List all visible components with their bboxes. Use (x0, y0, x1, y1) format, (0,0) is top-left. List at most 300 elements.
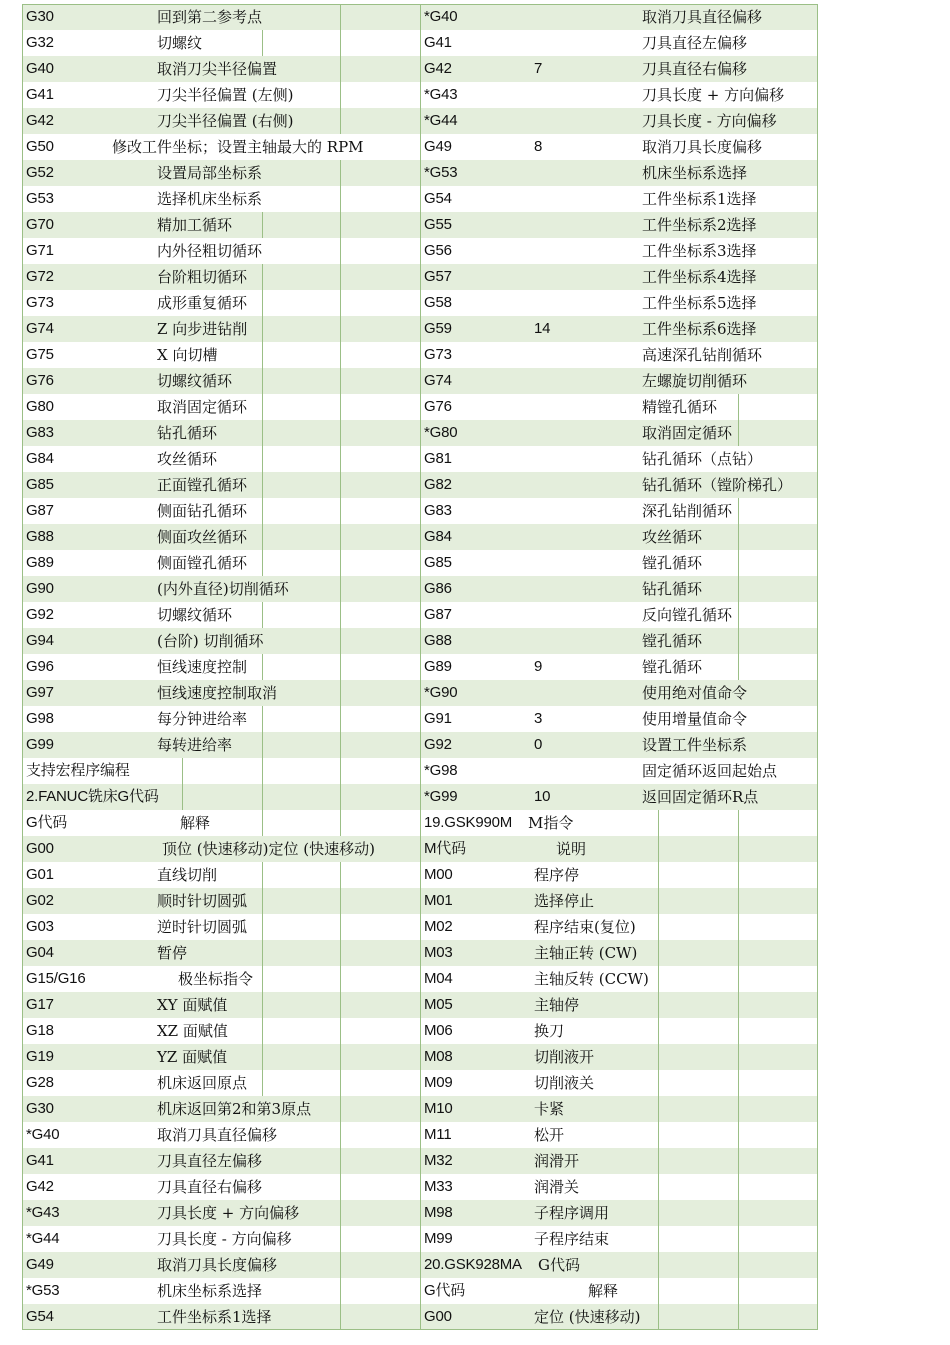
grid-line (420, 732, 421, 758)
grid-line (340, 1044, 341, 1070)
right-description: 镗孔循环 (642, 658, 703, 676)
left-description: 内外径粗切循环 (157, 242, 263, 260)
table-row (22, 446, 818, 472)
table-row (22, 784, 818, 810)
right-code: G85 (424, 554, 452, 571)
right-description: 使用绝对值命令 (642, 684, 748, 702)
grid-line (420, 1226, 421, 1252)
right-description: 固定循环返回起始点 (642, 762, 778, 780)
table-row (22, 810, 818, 836)
grid-line (340, 966, 341, 992)
grid-line (262, 732, 263, 758)
left-code: G70 (26, 216, 54, 233)
right-description: 卡紧 (534, 1100, 565, 1118)
grid-line (738, 1304, 739, 1330)
grid-line (340, 342, 341, 368)
left-description: 解释 (180, 814, 211, 832)
grid-line (262, 992, 263, 1018)
right-description: 工件坐标系6选择 (642, 320, 757, 338)
grid-line (340, 238, 341, 264)
left-description: XZ 面赋值 (157, 1022, 228, 1040)
right-number: 10 (534, 788, 551, 805)
grid-line (420, 56, 421, 82)
table-row (22, 420, 818, 446)
right-description: 镗孔循环 (642, 554, 703, 572)
right-description: 子程序结束 (534, 1230, 610, 1248)
left-code: G17 (26, 996, 54, 1013)
left-description: 取消刀尖半径偏置 (157, 60, 278, 78)
table-row (22, 914, 818, 940)
right-code: G76 (424, 398, 452, 415)
grid-line (738, 1200, 739, 1226)
grid-line (658, 1252, 659, 1278)
right-code: G87 (424, 606, 452, 623)
right-code: G83 (424, 502, 452, 519)
left-code: G49 (26, 1256, 54, 1273)
right-code: G42 (424, 60, 452, 77)
right-code: M08 (424, 1048, 453, 1065)
grid-line (420, 1278, 421, 1304)
right-code: G58 (424, 294, 452, 311)
left-code: G90 (26, 580, 54, 597)
left-description: 恒线速度控制 (157, 658, 248, 676)
right-description: 高速深孔钻削循环 (642, 346, 763, 364)
table-row (22, 394, 818, 420)
left-code: G代码 (26, 814, 68, 831)
grid-line (420, 888, 421, 914)
grid-line (340, 1018, 341, 1044)
left-code: G40 (26, 60, 54, 77)
grid-line (340, 706, 341, 732)
grid-line (658, 1070, 659, 1096)
right-code: *G40 (424, 8, 458, 25)
left-code: G41 (26, 86, 54, 103)
left-description: 设置局部坐标系 (157, 164, 263, 182)
right-code: M99 (424, 1230, 453, 1247)
grid-line (262, 212, 263, 238)
table-row (22, 1096, 818, 1122)
right-code: G81 (424, 450, 452, 467)
left-code: *G43 (26, 1204, 60, 1221)
left-code: G97 (26, 684, 54, 701)
grid-line (738, 810, 739, 836)
right-description: 润滑开 (534, 1152, 580, 1170)
grid-line (738, 498, 739, 524)
grid-line (262, 706, 263, 732)
grid-line (262, 914, 263, 940)
right-code: G89 (424, 658, 452, 675)
grid-line (182, 758, 183, 784)
left-code: G88 (26, 528, 54, 545)
left-code: G28 (26, 1074, 54, 1091)
left-code: G87 (26, 502, 54, 519)
right-number: 9 (534, 658, 543, 675)
left-description: 机床返回原点 (157, 1074, 248, 1092)
grid-line (340, 1252, 341, 1278)
left-code: G92 (26, 606, 54, 623)
table-row (22, 316, 818, 342)
grid-line (340, 888, 341, 914)
right-description: 钻孔循环（镗阶梯孔） (642, 476, 793, 494)
left-description: 选择机床坐标系 (157, 190, 263, 208)
grid-line (262, 784, 263, 810)
grid-line (658, 888, 659, 914)
left-code: G19 (26, 1048, 54, 1065)
grid-line (340, 472, 341, 498)
left-code: G71 (26, 242, 54, 259)
right-code: M06 (424, 1022, 453, 1039)
right-code: G57 (424, 268, 452, 285)
grid-line (340, 992, 341, 1018)
grid-line (658, 1200, 659, 1226)
table-row (22, 576, 818, 602)
table-row (22, 550, 818, 576)
right-code: *G99 (424, 788, 458, 805)
left-code: G83 (26, 424, 54, 441)
grid-line (420, 550, 421, 576)
table-row (22, 680, 818, 706)
grid-line (340, 316, 341, 342)
grid-line (262, 498, 263, 524)
grid-line (340, 680, 341, 706)
grid-line (420, 394, 421, 420)
right-code: G92 (424, 736, 452, 753)
grid-line (420, 1148, 421, 1174)
right-code: G88 (424, 632, 452, 649)
right-code: M03 (424, 944, 453, 961)
left-description: 每转进给率 (157, 736, 233, 754)
grid-line (340, 108, 341, 134)
grid-line (738, 1018, 739, 1044)
right-description: 取消刀具长度偏移 (642, 138, 763, 156)
grid-line (420, 134, 421, 160)
table-row (22, 888, 818, 914)
grid-line (738, 654, 739, 680)
left-code: G32 (26, 34, 54, 51)
left-code: *G44 (26, 1230, 60, 1247)
grid-line (420, 238, 421, 264)
left-description: 切螺纹循环 (157, 606, 233, 624)
right-description: 程序停 (534, 866, 580, 884)
right-code: G91 (424, 710, 452, 727)
grid-line (262, 1044, 263, 1070)
right-description: 工件坐标系5选择 (642, 294, 757, 312)
grid-line (738, 1226, 739, 1252)
grid-line (420, 862, 421, 888)
right-code: G49 (424, 138, 452, 155)
grid-line (340, 576, 341, 602)
grid-line (262, 1070, 263, 1096)
left-description: 取消固定循环 (157, 398, 248, 416)
left-description: 机床坐标系选择 (157, 1282, 263, 1300)
left-description: 侧面攻丝循环 (157, 528, 248, 546)
grid-line (340, 654, 341, 680)
left-code: G76 (26, 372, 54, 389)
left-code: G42 (26, 1178, 54, 1195)
grid-line (340, 160, 341, 186)
grid-line (420, 30, 421, 56)
grid-line (262, 654, 263, 680)
grid-line (420, 810, 421, 836)
table-row (22, 30, 818, 56)
left-description: 修改工件坐标；设置主轴最大的 RPM (112, 138, 364, 156)
grid-line (658, 1174, 659, 1200)
grid-line (340, 628, 341, 654)
right-description: 切削液开 (534, 1048, 595, 1066)
right-description: G代码 (538, 1256, 580, 1274)
grid-line (420, 342, 421, 368)
right-description: 钻孔循环 (642, 580, 703, 598)
grid-line (738, 1252, 739, 1278)
grid-line (262, 472, 263, 498)
left-code: G72 (26, 268, 54, 285)
grid-line (340, 82, 341, 108)
right-description: 反向镗孔循环 (642, 606, 733, 624)
left-description: 机床返回第2和第3原点 (157, 1100, 312, 1118)
grid-line (420, 472, 421, 498)
grid-line (658, 836, 659, 862)
grid-line (738, 602, 739, 628)
left-description: 暂停 (157, 944, 188, 962)
table-row (22, 654, 818, 680)
right-code: G代码 (424, 1282, 466, 1299)
left-description: 成形重复循环 (157, 294, 248, 312)
right-description: 刀具直径右偏移 (642, 60, 748, 78)
grid-line (420, 368, 421, 394)
grid-line (340, 732, 341, 758)
grid-line (738, 888, 739, 914)
grid-line (420, 1252, 421, 1278)
grid-line (420, 628, 421, 654)
grid-line (738, 914, 739, 940)
left-code: 2.FANUC铣床G代码 (26, 788, 159, 805)
left-description: 刀具直径左偏移 (157, 1152, 263, 1170)
right-code: G59 (424, 320, 452, 337)
grid-line (262, 342, 263, 368)
table-row (22, 186, 818, 212)
right-description: 松开 (534, 1126, 565, 1144)
grid-line (340, 290, 341, 316)
grid-line (420, 1096, 421, 1122)
left-code: G94 (26, 632, 54, 649)
table-row (22, 1252, 818, 1278)
grid-line (658, 810, 659, 836)
table-row (22, 758, 818, 784)
right-description: 主轴正转 (CW) (534, 944, 638, 962)
grid-line (262, 30, 263, 56)
grid-line (738, 992, 739, 1018)
table-row (22, 862, 818, 888)
left-description: 取消刀具直径偏移 (157, 1126, 278, 1144)
grid-line (658, 862, 659, 888)
left-code: 支持宏程序编程 (26, 762, 130, 779)
table-row (22, 290, 818, 316)
table-row (22, 992, 818, 1018)
grid-line (420, 524, 421, 550)
left-description: 顶位 (快速移动)定位 (快速移动) (162, 840, 375, 858)
grid-line (340, 420, 341, 446)
table-row (22, 264, 818, 290)
grid-line (420, 316, 421, 342)
right-code: M98 (424, 1204, 453, 1221)
right-code: G84 (424, 528, 452, 545)
left-description: 刀具直径右偏移 (157, 1178, 263, 1196)
table-row (22, 368, 818, 394)
left-description: X 向切槽 (157, 346, 218, 364)
right-description: 工件坐标系2选择 (642, 216, 757, 234)
grid-line (340, 1278, 341, 1304)
left-description: 攻丝循环 (157, 450, 218, 468)
right-code: M04 (424, 970, 453, 987)
table-row (22, 1148, 818, 1174)
grid-line (738, 1148, 739, 1174)
grid-line (420, 1200, 421, 1226)
left-description: 直线切削 (157, 866, 218, 884)
left-code: G52 (26, 164, 54, 181)
left-code: G96 (26, 658, 54, 675)
grid-line (262, 1018, 263, 1044)
grid-line (340, 602, 341, 628)
left-description: Z 向步进钻削 (157, 320, 248, 338)
right-description: 返回固定循环R点 (642, 788, 759, 806)
left-description: 刀具长度 - 方向偏移 (157, 1230, 292, 1248)
right-number: 7 (534, 60, 543, 77)
grid-line (420, 186, 421, 212)
grid-line (420, 1018, 421, 1044)
grid-line (420, 992, 421, 1018)
grid-line (340, 550, 341, 576)
right-description: 使用增量值命令 (642, 710, 748, 728)
grid-line (738, 1044, 739, 1070)
right-description: 设置工件坐标系 (642, 736, 748, 754)
grid-line (262, 758, 263, 784)
right-code: *G90 (424, 684, 458, 701)
table-row (22, 732, 818, 758)
right-description: 说明 (556, 840, 587, 858)
grid-line (420, 160, 421, 186)
right-description: 主轴停 (534, 996, 580, 1014)
right-description: 切削液关 (534, 1074, 595, 1092)
right-code: G54 (424, 190, 452, 207)
right-description: 润滑关 (534, 1178, 580, 1196)
grid-line (420, 420, 421, 446)
left-description: 恒线速度控制取消 (157, 684, 278, 702)
right-code: M02 (424, 918, 453, 935)
right-number: 8 (534, 138, 543, 155)
left-code: G50 (26, 138, 54, 155)
grid-line (340, 264, 341, 290)
grid-line (340, 1122, 341, 1148)
left-description: 每分钟进给率 (157, 710, 248, 728)
grid-line (420, 1174, 421, 1200)
grid-line (658, 1044, 659, 1070)
grid-line (738, 1278, 739, 1304)
left-description: 侧面钻孔循环 (157, 502, 248, 520)
grid-line (420, 498, 421, 524)
table-row (22, 160, 818, 186)
grid-line (262, 940, 263, 966)
grid-line (420, 602, 421, 628)
right-description: 工件坐标系4选择 (642, 268, 757, 286)
grid-line (340, 810, 341, 836)
right-description: 左螺旋切削循环 (642, 372, 748, 390)
right-code: M00 (424, 866, 453, 883)
left-code: G03 (26, 918, 54, 935)
table-row (22, 134, 818, 160)
table-row (22, 4, 818, 30)
left-description: (内外直径)切削循环 (157, 580, 289, 598)
g-code-table (22, 4, 818, 1330)
right-number: 14 (534, 320, 551, 337)
table-row (22, 966, 818, 992)
grid-line (738, 862, 739, 888)
right-code: *G80 (424, 424, 458, 441)
grid-line (340, 498, 341, 524)
grid-line (658, 1018, 659, 1044)
grid-line (262, 264, 263, 290)
table-row (22, 628, 818, 654)
grid-line (262, 368, 263, 394)
left-code: G30 (26, 1100, 54, 1117)
grid-line (340, 1200, 341, 1226)
grid-line (262, 394, 263, 420)
left-code: G74 (26, 320, 54, 337)
grid-line (262, 316, 263, 342)
left-description: (台阶) 切削循环 (157, 632, 264, 650)
right-description: 镗孔循环 (642, 632, 703, 650)
grid-line (420, 706, 421, 732)
grid-line (738, 1174, 739, 1200)
grid-line (340, 1304, 341, 1330)
right-description: 机床坐标系选择 (642, 164, 748, 182)
left-code: G53 (26, 190, 54, 207)
right-description: 攻丝循环 (642, 528, 703, 546)
table-row (22, 1174, 818, 1200)
grid-line (420, 836, 421, 862)
right-description: 钻孔循环（点钻） (642, 450, 763, 468)
grid-line (340, 862, 341, 888)
right-description: 取消固定循环 (642, 424, 733, 442)
table-row (22, 940, 818, 966)
grid-line (340, 212, 341, 238)
left-code: G75 (26, 346, 54, 363)
right-code: G41 (424, 34, 452, 51)
grid-line (420, 1044, 421, 1070)
grid-line (738, 836, 739, 862)
left-description: 切螺纹循环 (157, 372, 233, 390)
right-description: 程序结束(复位) (534, 918, 636, 936)
grid-line (738, 576, 739, 602)
left-description: YZ 面赋值 (157, 1048, 228, 1066)
table-row (22, 498, 818, 524)
table-row (22, 1200, 818, 1226)
grid-line (262, 446, 263, 472)
grid-line (340, 1226, 341, 1252)
grid-line (738, 1096, 739, 1122)
grid-line (658, 914, 659, 940)
right-code: G86 (424, 580, 452, 597)
right-code: M09 (424, 1074, 453, 1091)
left-description: 刀尖半径偏置 (右侧) (157, 112, 294, 130)
grid-line (738, 394, 739, 420)
right-description: 定位 (快速移动) (534, 1308, 641, 1326)
grid-line (420, 82, 421, 108)
grid-line (420, 784, 421, 810)
table-row (22, 342, 818, 368)
right-description: 取消刀具直径偏移 (642, 8, 763, 26)
grid-line (262, 550, 263, 576)
left-description: 台阶粗切循环 (157, 268, 248, 286)
